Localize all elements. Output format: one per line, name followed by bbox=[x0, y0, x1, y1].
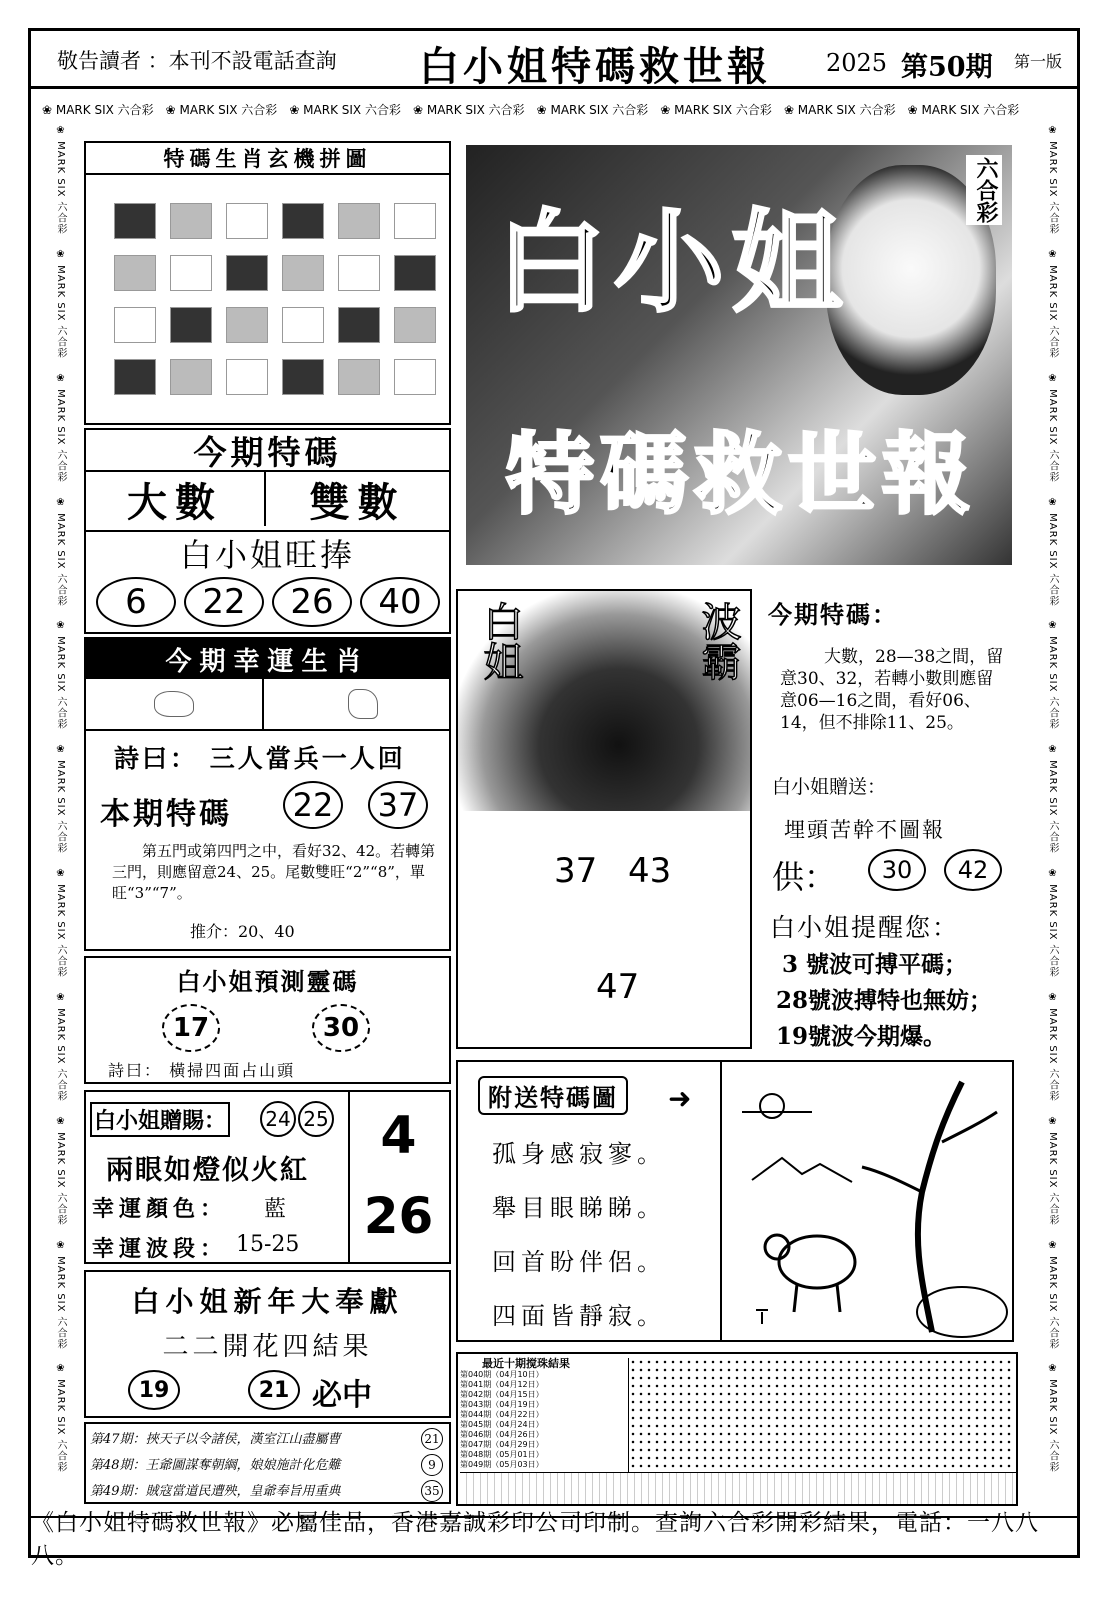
hero-title-top: 白小姐 bbox=[496, 198, 850, 327]
border-label: ❀ MARK SIX 六合彩 bbox=[55, 372, 66, 487]
puzzle-piece bbox=[394, 307, 436, 343]
lucky-zodiac-title: 今期幸運生肖 bbox=[86, 639, 449, 679]
results-rows bbox=[460, 1370, 630, 1470]
puzzle-piece bbox=[282, 359, 324, 395]
newyear-poem: 二二開花四結果 bbox=[162, 1331, 373, 1362]
puzzle-piece bbox=[170, 359, 212, 395]
zodiac-animal-left bbox=[154, 691, 194, 717]
right-remind-title: 白小姐提醒您： bbox=[770, 913, 960, 942]
puzzle-grid bbox=[114, 203, 434, 403]
hero-title-bottom: 特碼救世報 bbox=[506, 422, 977, 526]
border-label: ❀ MARK SIX 六合彩 bbox=[1047, 868, 1058, 982]
border-label: ❀ MARK SIX 六合彩 bbox=[289, 102, 401, 117]
gift-color-label: 幸運顏色： bbox=[92, 1196, 228, 1222]
border-label: ❀ MARK SIX 六合彩 bbox=[536, 102, 649, 117]
puzzle-piece bbox=[338, 203, 380, 239]
header-issue: 第50期 bbox=[901, 52, 993, 83]
puzzle-piece bbox=[226, 203, 268, 239]
puzzle-piece bbox=[282, 255, 324, 291]
puzzle-piece bbox=[394, 359, 436, 395]
right-remind-line-1: 3 號波可搏平碼； bbox=[782, 951, 968, 978]
attached-poem-1: 孤身感寂寥。 bbox=[492, 1140, 666, 1168]
border-label: ❀ MARK SIX 六合彩 bbox=[1047, 1363, 1058, 1474]
lucky-zodiac-poem: 詩曰： 三人當兵一人回 bbox=[114, 744, 406, 773]
results-row: 第049期（05月03日） bbox=[460, 1460, 544, 1469]
border-strip-top bbox=[42, 96, 1072, 122]
gift-slogan: 兩眼如燈似火紅 bbox=[106, 1155, 309, 1186]
border-label: ❀ MARK SIX 六合彩 bbox=[907, 102, 1020, 117]
border-label: ❀ MARK SIX 六合彩 bbox=[660, 102, 772, 117]
zodiac-puzzle bbox=[84, 141, 451, 425]
gift-wave-value: 15-25 bbox=[236, 1232, 300, 1257]
right-column bbox=[760, 590, 1018, 1050]
prediction-ball-2: 30 bbox=[312, 1004, 370, 1052]
attached-poem-4: 四面皆靜寂。 bbox=[492, 1302, 666, 1330]
supply-ball-2: 42 bbox=[944, 849, 1002, 891]
attached-illustration bbox=[722, 1062, 1012, 1340]
results-row: 第045期（04月24日） bbox=[460, 1420, 544, 1429]
hero-banner bbox=[466, 145, 1014, 567]
puzzle-piece bbox=[170, 255, 212, 291]
special-code-even: 雙數 bbox=[309, 478, 406, 526]
history-text: 賊寇當道民遭殃，皇爺奉旨用重典 bbox=[145, 1484, 341, 1499]
right-body: 大數，28—38之間，留意30、32，若轉小數則應留意06—16之間，看好06、14，但不排除11、25。 bbox=[780, 647, 1004, 733]
history-num: 21 bbox=[421, 1428, 443, 1450]
attached-arrow: ➜ bbox=[668, 1082, 692, 1115]
newyear-ball-1: 19 bbox=[128, 1370, 180, 1410]
history-num: 35 bbox=[421, 1480, 443, 1502]
history-issue: 第47期： bbox=[90, 1432, 146, 1447]
results-row: 第047期（04月29日） bbox=[460, 1440, 544, 1449]
puzzle-title: 特碼生肖玄機拼圖 bbox=[86, 143, 449, 175]
header-year: 2025 bbox=[826, 49, 888, 77]
special-code-big: 大數 bbox=[86, 472, 266, 526]
ox-icon bbox=[779, 1236, 855, 1288]
history-row bbox=[90, 1480, 445, 1504]
results-row: 第048期（05月01日） bbox=[460, 1450, 544, 1459]
puzzle-piece bbox=[338, 359, 380, 395]
zodiac-images-row bbox=[86, 679, 449, 731]
lucky-zodiac-note: 第五門或第四門之中，看好32、42。若轉第三門，則應留意24、25。尾數雙旺“2”“8”，單旺“3”“7”。 bbox=[112, 842, 436, 902]
right-remind-line-2: 28號波搏特也無妨； bbox=[776, 987, 993, 1014]
puzzle-piece bbox=[394, 203, 436, 239]
results-row: 第042期（04月15日） bbox=[460, 1390, 544, 1399]
special-code-title: 今期特碼 bbox=[193, 432, 342, 472]
puzzle-piece bbox=[114, 203, 156, 239]
border-label: ❀ MARK SIX 六合彩 bbox=[55, 1115, 66, 1230]
photo-num-3: 47 bbox=[596, 967, 640, 1007]
border-label: ❀ MARK SIX 六合彩 bbox=[1047, 125, 1058, 239]
results-row: 第040期（04月10日） bbox=[460, 1370, 544, 1379]
recommend-title: 白小姐旺捧 bbox=[86, 530, 449, 574]
zodiac-animal-right bbox=[348, 689, 378, 719]
flower-icon bbox=[756, 1310, 768, 1324]
lucky-code-ball-2: 37 bbox=[368, 781, 428, 829]
photo-panel-left-text: 白姐 bbox=[477, 601, 523, 681]
photo-panel bbox=[456, 589, 752, 1049]
prediction-poem: 詩曰： 橫掃四面占山頭 bbox=[108, 1061, 296, 1080]
supply-ball-1: 30 bbox=[868, 849, 926, 891]
border-label: ❀ MARK SIX 六合彩 bbox=[55, 1363, 66, 1474]
header-notice: 敬告讀者 ：本刊不設電話查詢 bbox=[57, 49, 337, 73]
gift-side-num-1: 4 bbox=[380, 1106, 417, 1166]
lucky-zodiac-recommend: 推介：20、40 bbox=[190, 922, 295, 941]
history-issue: 第48期： bbox=[90, 1458, 146, 1473]
border-label: ❀ MARK SIX 六合彩 bbox=[55, 744, 66, 859]
photo-panel-right-text: 波霸 bbox=[695, 601, 741, 681]
border-label: ❀ MARK SIX 六合彩 bbox=[1047, 1115, 1058, 1230]
puzzle-piece bbox=[170, 307, 212, 343]
history-row bbox=[90, 1454, 445, 1478]
puzzle-piece bbox=[226, 307, 268, 343]
right-title: 今期特碼： bbox=[768, 600, 898, 629]
gift-ball-2: 25 bbox=[298, 1101, 334, 1137]
border-label: ❀ MARK SIX 六合彩 bbox=[55, 248, 66, 363]
header bbox=[31, 31, 1077, 89]
border-label: ❀ MARK SIX 六合彩 bbox=[55, 991, 66, 1106]
results-row: 第043期（04月19日） bbox=[460, 1400, 544, 1409]
border-label: ❀ MARK SIX 六合彩 bbox=[783, 102, 896, 117]
puzzle-piece bbox=[394, 255, 436, 291]
puzzle-piece bbox=[170, 203, 212, 239]
puzzle-piece bbox=[226, 359, 268, 395]
results-row: 第041期（04月12日） bbox=[460, 1380, 544, 1389]
right-gift-label: 白小姐贈送： bbox=[772, 776, 887, 798]
history-num: 9 bbox=[421, 1454, 443, 1476]
history-text: 挾天子以令諸侯，漢室江山盡屬曹 bbox=[145, 1432, 341, 1447]
border-label: ❀ MARK SIX 六合彩 bbox=[55, 868, 66, 982]
lucky-code-ball-1: 22 bbox=[283, 781, 343, 829]
gift-side-num-2: 26 bbox=[363, 1187, 434, 1245]
border-label: ❀ MARK SIX 六合彩 bbox=[55, 125, 66, 239]
gift-ball-1: 24 bbox=[260, 1101, 296, 1137]
recommend-ball-1: 6 bbox=[96, 577, 176, 627]
border-label: ❀ MARK SIX 六合彩 bbox=[1047, 991, 1058, 1106]
zodiac-divider bbox=[262, 679, 264, 729]
hero-corner-tag: 六合彩 bbox=[966, 155, 1002, 225]
attached-poem-2: 舉目眼睇睇。 bbox=[492, 1194, 666, 1222]
history-text: 王爺圖謀奪朝綱，娘娘施計化危難 bbox=[145, 1458, 341, 1473]
border-label: ❀ MARK SIX 六合彩 bbox=[42, 102, 154, 117]
puzzle-piece bbox=[282, 307, 324, 343]
gift-box bbox=[84, 1090, 451, 1264]
border-label: ❀ MARK SIX 六合彩 bbox=[1047, 620, 1058, 735]
right-supply-label: 供： bbox=[772, 858, 837, 896]
border-label: ❀ MARK SIX 六合彩 bbox=[1047, 248, 1058, 363]
border-strip-right bbox=[1034, 125, 1060, 1510]
gift-label: 白小姐贈賜： bbox=[90, 1102, 230, 1137]
tree-icon bbox=[918, 1082, 962, 1332]
footer: 《白小姐特碼救世報》必屬佳品，香港嘉誠彩印公司印制。查詢六合彩開彩結果，電話：一八八八。 bbox=[31, 1516, 1077, 1556]
prediction-title: 白小姐預測靈碼 bbox=[176, 967, 359, 996]
puzzle-piece bbox=[338, 255, 380, 291]
border-label: ❀ MARK SIX 六合彩 bbox=[412, 102, 525, 117]
border-label: ❀ MARK SIX 六合彩 bbox=[55, 620, 66, 735]
header-edition: 第一版 bbox=[1014, 52, 1063, 71]
puzzle-piece bbox=[226, 255, 268, 291]
special-code-box bbox=[84, 428, 451, 634]
results-table bbox=[456, 1352, 1018, 1506]
right-remind-line-3: 19號波今期爆。 bbox=[776, 1023, 947, 1050]
gift-wave-label: 幸運波段： bbox=[92, 1236, 228, 1262]
border-label: ❀ MARK SIX 六合彩 bbox=[55, 496, 66, 611]
newyear-sure: 必中 bbox=[312, 1378, 372, 1413]
recommend-ball-3: 26 bbox=[272, 577, 352, 627]
results-title: 最近十期搅珠結果 bbox=[482, 1357, 570, 1370]
newyear-title: 白小姐新年大奉獻 bbox=[131, 1285, 404, 1318]
border-label: ❀ MARK SIX 六合彩 bbox=[1047, 1239, 1058, 1354]
attached-box bbox=[456, 1060, 1014, 1342]
results-footer-rows bbox=[460, 1472, 1016, 1504]
history-box bbox=[84, 1422, 451, 1504]
newyear-ball-2: 21 bbox=[248, 1370, 300, 1410]
attached-poem-3: 回首盼伴侶。 bbox=[492, 1248, 666, 1276]
border-label: ❀ MARK SIX 六合彩 bbox=[1047, 496, 1058, 611]
history-row bbox=[90, 1428, 445, 1452]
gift-color-value: 藍 bbox=[264, 1197, 287, 1222]
lucky-zodiac-code-label: 本期特碼 bbox=[100, 797, 232, 832]
newyear-box bbox=[84, 1270, 451, 1418]
border-label: ❀ MARK SIX 六合彩 bbox=[1047, 744, 1058, 859]
mountain-icon bbox=[752, 1158, 852, 1182]
puzzle-piece bbox=[114, 359, 156, 395]
history-issue: 第49期： bbox=[90, 1484, 146, 1499]
puzzle-piece bbox=[282, 203, 324, 239]
lucky-zodiac-box bbox=[84, 637, 451, 951]
prediction-ball-1: 17 bbox=[162, 1004, 220, 1052]
header-title: 白小姐特碼救世報 bbox=[419, 43, 771, 90]
attached-title: 附送特碼圖 bbox=[478, 1076, 628, 1115]
border-label: ❀ MARK SIX 六合彩 bbox=[165, 102, 278, 117]
photo-num-2: 43 bbox=[628, 851, 672, 891]
puzzle-piece bbox=[114, 307, 156, 343]
border-label: ❀ MARK SIX 六合彩 bbox=[55, 1239, 66, 1354]
puzzle-piece bbox=[338, 307, 380, 343]
border-label: ❀ MARK SIX 六合彩 bbox=[1047, 372, 1058, 487]
results-row: 第046期（04月26日） bbox=[460, 1430, 544, 1439]
border-strip-left bbox=[42, 125, 68, 1510]
recommend-ball-4: 40 bbox=[360, 577, 440, 627]
sun-icon bbox=[760, 1094, 784, 1118]
recommend-ball-2: 22 bbox=[184, 577, 264, 627]
results-row: 第044期（04月22日） bbox=[460, 1410, 544, 1419]
right-riddle: 埋頭苦幹不圖報 bbox=[784, 818, 945, 842]
photo-num-1: 37 bbox=[554, 851, 598, 891]
puzzle-piece bbox=[114, 255, 156, 291]
prediction-box bbox=[84, 956, 451, 1084]
